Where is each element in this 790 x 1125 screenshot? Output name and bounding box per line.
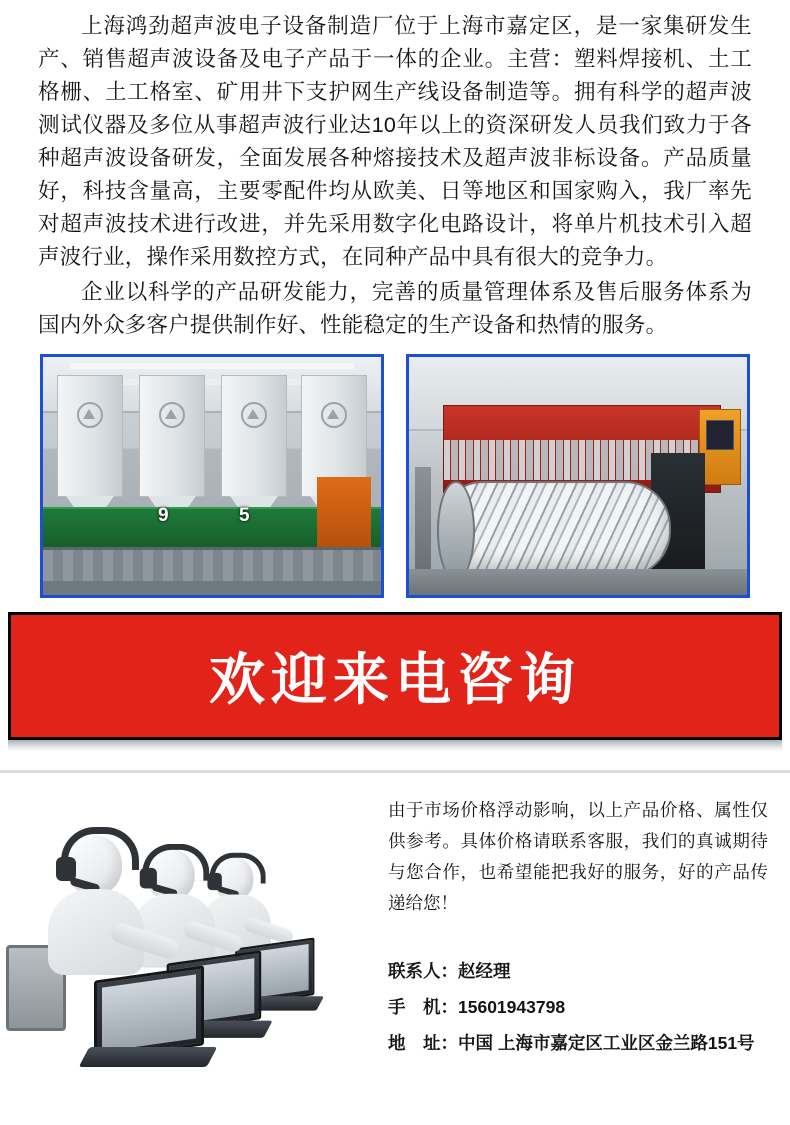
welcome-banner-text: 欢迎来电咨询 <box>209 648 581 713</box>
contact-person-value: 赵经理 <box>458 961 511 981</box>
contact-phone-value[interactable]: 15601943798 <box>458 997 566 1017</box>
photo1-orange-cabinet <box>317 477 371 549</box>
photo2-frame-left <box>415 467 431 585</box>
machine-logo-icon <box>77 402 103 428</box>
machine-logo-icon <box>159 402 185 428</box>
contact-address-value: 中国 上海市嘉定区工业区金兰路151号 <box>458 1033 755 1053</box>
machine-logo-icon <box>321 402 347 428</box>
machine-logo-icon <box>241 402 267 428</box>
contact-person-row <box>388 953 768 989</box>
welcome-banner <box>8 612 782 740</box>
contact-section <box>0 773 790 1125</box>
factory-photo-row <box>0 354 790 598</box>
laptop-base <box>79 1047 218 1067</box>
photo1-hopper <box>221 375 287 497</box>
photo2-control-panel <box>699 409 741 485</box>
photo2-floor <box>409 569 747 595</box>
welcome-banner-wrap <box>0 612 790 740</box>
contact-address-label: 地 址： <box>388 1033 458 1053</box>
banner-shadow <box>8 740 782 752</box>
contact-address-row <box>388 1025 768 1061</box>
price-disclaimer-text: 由于市场价格浮动影响，以上产品价格、属性仅供参考。具体价格请联系客服，我们的真诚期待与您合作，也希望能把我好的服务，好的产品传递给您！ <box>388 800 768 913</box>
company-intro-section <box>0 0 790 342</box>
factory-photo-2 <box>406 354 750 598</box>
contact-person-label: 联系人： <box>388 961 458 981</box>
intro-paragraph-2: 企业以科学的产品研发能力，完善的质量管理体系及售后服务体系为国内外众多客户提供制作好、性能稳定的生产设备和热情的服务。 <box>38 280 752 337</box>
contact-details <box>380 795 768 1095</box>
photo1-machine-number: 5 <box>239 505 250 526</box>
photo1-hopper <box>139 375 205 497</box>
photo1-machine-number: 9 <box>158 505 169 526</box>
intro-paragraph-1: 上海鸿劲超声波电子设备制造厂位于上海市嘉定区，是一家集研发生产、销售超声波设备及电子产品于一体的企业。主营：塑料焊接机、土工格栅、土工格室、矿用井下支护网生产线设备制造等。拥有科学的超声波测试仪器及多位从事超声波行业达10年以上的资深研发人员我们致力于各种超声波设备研发，全面发展各种熔接技术及超声波非标设备。产品质量好，科技含量高，主要零配件均从欧美、日等地区和国家购入，我厂率先对超声波技术进行改进，并先采用数字化电路设计，将单片机技术引入超声波行业，操作采用数控方式，在同种产品中具有很大的竞争力。 <box>38 14 752 269</box>
photo2-fabric-roll <box>437 481 671 577</box>
call-center-illustration <box>0 795 380 1095</box>
contact-phone-label: 手 机： <box>388 997 458 1017</box>
contact-phone-row <box>388 989 768 1025</box>
factory-photo-1 <box>40 354 384 598</box>
photo1-hopper <box>57 375 123 497</box>
photo1-floor <box>43 581 381 595</box>
